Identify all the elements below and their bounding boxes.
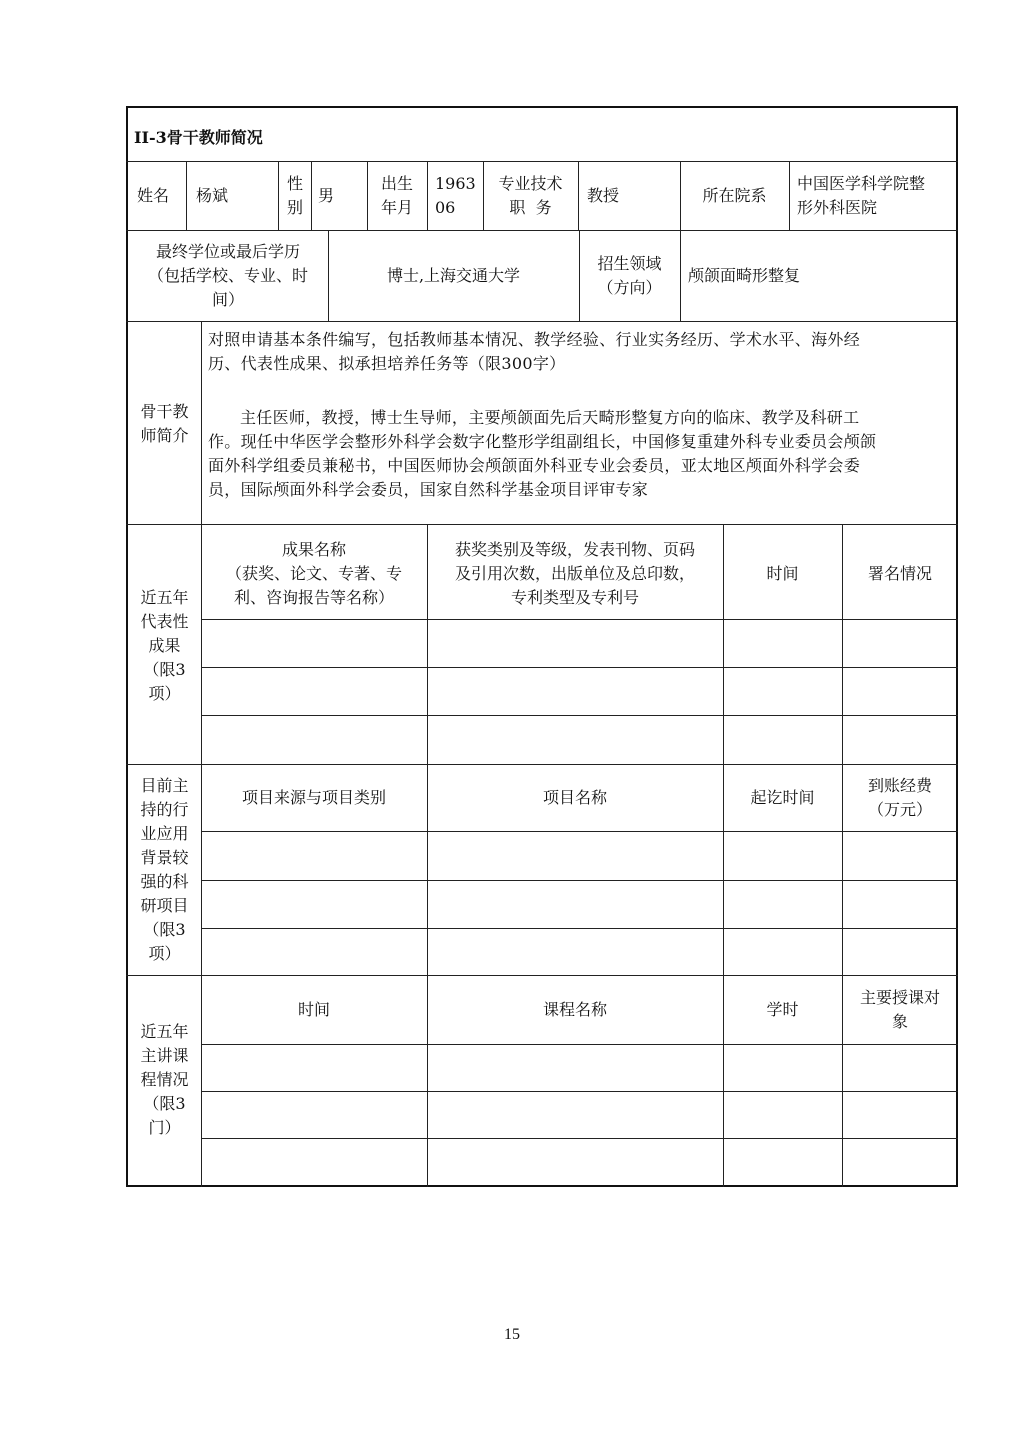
courses-col-name: 课程名称 [542, 1000, 607, 1019]
achievements-label-line: （限3 [143, 660, 186, 679]
header-line: （万元） [867, 800, 932, 819]
achievements-label-line: 代表性 [140, 612, 189, 631]
degree-label-line: 间） [211, 290, 244, 309]
title-value: 教授 [587, 186, 620, 205]
row-divider [126, 764, 958, 765]
courses-label-line: 门） [148, 1118, 181, 1137]
projects-label-line: 目前主 [140, 776, 189, 795]
profile-label [128, 400, 201, 448]
section-title: II-3骨干教师简况 [134, 128, 263, 147]
profile-label-line: 骨干教 [140, 402, 189, 421]
birth-value [435, 172, 476, 220]
courses-col-hours: 学时 [766, 1000, 799, 1019]
header-line: 主要授课对 [859, 988, 940, 1007]
projects-label [128, 774, 201, 966]
col-divider [427, 161, 428, 230]
col-divider [201, 321, 202, 1187]
achievements-col-detail [427, 538, 723, 610]
header-line: （获奖、论文、专著、专 [225, 564, 402, 583]
projects-label-line: 项） [148, 944, 181, 963]
row-divider [201, 619, 958, 620]
header-line: 专利类型及专利号 [510, 588, 639, 607]
dept-value [797, 172, 925, 220]
header-line: 获奖类别及等级，发表刊物、页码 [454, 540, 695, 559]
col-divider [842, 524, 843, 1187]
row-divider [201, 928, 958, 929]
courses-label [128, 1020, 201, 1140]
title-label-line: 专业技术 [498, 174, 563, 193]
courses-label-line: 近五年 [140, 1022, 189, 1041]
achievements-col-name [201, 538, 427, 610]
header-line: 及引用次数，出版单位及总印数， [454, 564, 695, 583]
achievements-label-line: 近五年 [140, 588, 189, 607]
row-divider [126, 524, 958, 525]
birth-label [367, 172, 427, 220]
field-value: 颅颌面畸形整复 [688, 266, 801, 285]
row-divider [126, 321, 958, 322]
gender-value: 男 [318, 186, 335, 205]
row-divider [126, 161, 958, 162]
profile-text-line: 作。现任中华医学会整形外科学会数字化整形学组副组长，中国修复重建外科专业委员会颅颌 [208, 432, 877, 451]
degree-value: 博士,上海交通大学 [386, 266, 521, 285]
achievements-col-time: 时间 [766, 564, 799, 583]
row-divider [201, 831, 958, 832]
row-divider [201, 1138, 958, 1139]
dept-value-line: 中国医学科学院整 [797, 174, 926, 193]
projects-label-line: 强的科 [140, 872, 189, 891]
col-divider [311, 161, 312, 230]
col-divider [427, 524, 428, 1187]
gender-label-line: 性 [286, 174, 303, 193]
courses-label-line: 程情况 [140, 1070, 189, 1089]
instruction-line: 对照申请基本条件编写，包括教师基本情况、教学经验、行业实务经历、学术水平、海外经 [208, 330, 861, 349]
profile-text-line: 面外科学组委员兼秘书，中国医师协会颅颌面外科亚专业会委员，亚太地区颅面外科学会委 [208, 456, 861, 475]
gender-label-line: 别 [286, 198, 303, 217]
achievements-col-authorship: 署名情况 [867, 564, 932, 583]
profile-text-line: 员，国际颅面外科学会委员，国家自然科学基金项目评审专家 [208, 480, 649, 499]
courses-label-line: （限3 [143, 1094, 186, 1113]
degree-label [128, 240, 328, 312]
field-label-line: （方向） [597, 278, 662, 297]
name-label: 姓名 [137, 186, 170, 205]
col-divider [723, 524, 724, 1187]
projects-col-funding [842, 774, 958, 822]
row-divider [201, 1044, 958, 1045]
row-divider [201, 1091, 958, 1092]
achievements-label-line: 成果 [148, 636, 181, 655]
projects-col-period: 起讫时间 [750, 788, 815, 807]
col-divider [680, 230, 681, 321]
birth-value-month: 06 [435, 198, 456, 217]
degree-label-line: （包括学校、专业、时 [147, 266, 308, 285]
courses-col-audience [842, 986, 958, 1034]
name-value: 杨斌 [196, 186, 229, 205]
row-divider [126, 975, 958, 976]
projects-label-line: 持的行 [140, 800, 189, 819]
row-divider [201, 667, 958, 668]
col-divider [186, 161, 187, 230]
title-label [483, 172, 578, 220]
profile-text-line: 主任医师，教授，博士生导师，主要颅颌面先后天畸形整复方向的临床、教学及科研工 [240, 408, 860, 427]
dept-label: 所在院系 [702, 186, 767, 205]
projects-label-line: （限3 [143, 920, 186, 939]
page-number: 15 [504, 1326, 520, 1343]
dept-value-line: 形外科医院 [797, 198, 878, 217]
profile-text [208, 406, 876, 502]
col-divider [789, 161, 790, 230]
header-line: 到账经费 [867, 776, 932, 795]
profile-label-line: 师简介 [140, 426, 189, 445]
projects-label-line: 业应用 [140, 824, 189, 843]
row-divider [126, 230, 958, 231]
header-line: 利、咨询报告等名称） [233, 588, 394, 607]
profile-instruction [208, 328, 860, 376]
title-label-line: 职 务 [509, 198, 552, 217]
field-label [579, 252, 680, 300]
birth-label-line: 年月 [380, 198, 413, 217]
birth-label-line: 出生 [380, 174, 413, 193]
instruction-line: 历、代表性成果、拟承担培养任务等（限300字） [208, 354, 566, 373]
projects-label-line: 研项目 [140, 896, 189, 915]
projects-col-source: 项目来源与项目类别 [241, 788, 386, 807]
header-line: 象 [891, 1012, 908, 1031]
row-divider [201, 880, 958, 881]
birth-value-year: 1963 [435, 174, 476, 193]
col-divider [578, 161, 579, 230]
projects-col-name: 项目名称 [542, 788, 607, 807]
field-label-line: 招生领域 [597, 254, 662, 273]
degree-label-line: 最终学位或最后学历 [155, 242, 300, 261]
achievements-label [128, 586, 201, 706]
achievements-label-line: 项） [148, 684, 181, 703]
gender-label [279, 172, 311, 220]
header-line: 成果名称 [281, 540, 346, 559]
row-divider [201, 715, 958, 716]
courses-col-time: 时间 [297, 1000, 330, 1019]
projects-label-line: 背景较 [140, 848, 189, 867]
courses-label-line: 主讲课 [140, 1046, 189, 1065]
